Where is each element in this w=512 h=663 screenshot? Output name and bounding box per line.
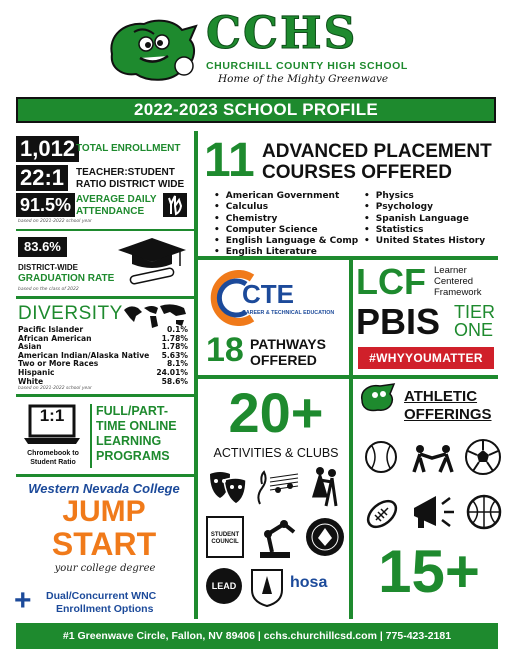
cte-label-1: PATHWAYS xyxy=(250,336,326,352)
cte-logo-sub: CAREER & TECHNICAL EDUCATION xyxy=(242,310,335,316)
hosa-badge: hosa xyxy=(290,574,328,591)
jump-start-start: START xyxy=(51,526,157,562)
hashtag-banner xyxy=(358,347,494,369)
column-divider-right xyxy=(349,260,353,619)
diversity-note: based on 2021-2022 school year xyxy=(18,386,92,391)
activities-count: 20+ xyxy=(228,381,324,444)
row-divider xyxy=(16,394,194,397)
enrollment-value: 1,012 xyxy=(16,136,79,162)
footer-bar xyxy=(16,623,498,649)
athletics-mascot-icon xyxy=(358,382,400,414)
tier-1: TIER xyxy=(454,302,496,322)
chromebook-label-2: Student Ratio xyxy=(30,459,76,466)
header xyxy=(0,0,512,92)
grad-label-1: DISTRICT-WIDE xyxy=(18,263,78,272)
ratio-value: 22:1 xyxy=(16,165,68,191)
chromebook-divider xyxy=(90,404,92,468)
diversity-table xyxy=(18,326,188,386)
attendance-note: based on 2021-2022 school year xyxy=(18,219,92,224)
ap-course: • Statistics xyxy=(364,225,485,236)
jump-start-tagline: your college degree xyxy=(54,563,156,574)
theater-masks-icon xyxy=(208,470,248,508)
ratio-label-1: TEACHER:STUDENT xyxy=(76,167,175,178)
wnc-title: Western Nevada College xyxy=(28,481,180,496)
football-icon xyxy=(364,496,400,532)
online-line-3: LEARNING xyxy=(96,434,162,448)
row-divider xyxy=(16,229,194,231)
pbis-acronym: PBIS xyxy=(356,301,441,342)
diversity-row: African American 1.78% xyxy=(18,333,188,343)
grad-value: 83.6% xyxy=(18,237,67,257)
row-divider xyxy=(16,474,194,477)
diversity-row: Two or More Races 8.1% xyxy=(18,359,188,369)
lcf-line-1: Learner xyxy=(434,265,467,276)
jump-start-jump: JUMP xyxy=(62,495,146,528)
ratio-label-2: RATIO DISTRICT WIDE xyxy=(76,179,185,190)
row-divider xyxy=(16,296,194,299)
lcf-acronym: LCF xyxy=(356,261,426,302)
grad-label-2: GRADUATION RATE xyxy=(18,273,115,284)
ap-course: • American Government xyxy=(214,191,358,202)
cte-logo xyxy=(206,270,342,326)
attendance-label-1: AVERAGE DAILY xyxy=(76,194,157,205)
attendance-value: 91.5% xyxy=(16,193,75,217)
lead-badge: LEAD xyxy=(206,568,242,604)
online-line-4: PROGRAMS xyxy=(96,449,170,463)
ap-title-1: ADVANCED PLACEMENT xyxy=(262,141,492,162)
wrestling-icon xyxy=(408,444,458,474)
baseball-icon xyxy=(364,440,398,474)
ap-course: • Computer Science xyxy=(214,225,358,236)
ap-course: • English Literature xyxy=(214,247,358,258)
plus-sign: + xyxy=(14,584,32,617)
dual-line-2: Enrollment Options xyxy=(56,603,154,615)
diversity-row: Pacific Islander 0.1% xyxy=(18,325,188,334)
enrollment-label: TOTAL ENROLLMENT xyxy=(76,143,181,154)
school-acronym: CCHS xyxy=(206,8,358,59)
cte-logo-text: CTE xyxy=(242,279,294,309)
dancers-icon xyxy=(306,466,346,510)
school-tagline: Home of the Mighty Greenwave xyxy=(218,73,389,85)
ap-count: 11 xyxy=(204,134,255,187)
grad-note: based on the class of 2022 xyxy=(18,287,79,292)
school-name: CHURCHILL COUNTY HIGH SCHOOL xyxy=(206,60,408,72)
music-notes-icon xyxy=(256,468,300,508)
online-line-1: FULL/PART- xyxy=(96,404,168,418)
chromebook-label-1: Chromebook to xyxy=(27,450,79,457)
ap-course: • Physics xyxy=(364,191,485,202)
lcf-line-2: Centered xyxy=(434,276,474,287)
title-bar xyxy=(16,97,496,123)
diversity-row: American Indian/Alaska Native 5.63% xyxy=(18,350,188,360)
diversity-title: DIVERSITY xyxy=(18,303,123,324)
activities-label: ACTIVITIES & CLUBS xyxy=(213,446,339,460)
navy-seal-icon xyxy=(304,516,346,558)
ap-list-right xyxy=(364,191,485,247)
ap-course: • English Language & Comp xyxy=(214,236,358,247)
dual-line-1: Dual/Concurrent WNC xyxy=(46,590,157,602)
athletics-title-2: OFFERINGS xyxy=(404,406,492,423)
athletics-title-1: ATHLETIC xyxy=(404,388,478,405)
ap-course: • Calculus xyxy=(214,202,358,213)
diversity-row: Hispanic 24.01% xyxy=(18,367,188,377)
ap-course: • Chemistry xyxy=(214,214,358,225)
robot-arm-icon xyxy=(252,514,300,560)
soccer-ball-icon xyxy=(464,438,502,476)
mascot-logo xyxy=(104,14,202,86)
chromebook-ratio: 1:1 xyxy=(39,406,65,425)
basketball-icon xyxy=(466,494,502,530)
ap-title-2: COURSES OFFERED xyxy=(262,162,453,183)
raised-hand-icon xyxy=(162,192,188,218)
ap-course: • United States History xyxy=(364,236,485,247)
ap-course: • Spanish Language xyxy=(364,214,485,225)
ap-list-left xyxy=(214,191,358,259)
row-divider xyxy=(198,375,498,379)
hashtag-text: #WHYYOUMATTER xyxy=(369,351,483,365)
graduation-cap-icon xyxy=(116,236,188,286)
student-council-badge: STUDENT COUNCIL xyxy=(206,516,244,558)
attendance-label-2: ATTENDANCE xyxy=(76,206,145,217)
lcf-line-3: Framework xyxy=(434,287,482,298)
ap-course: • Psychology xyxy=(364,202,485,213)
page-title: 2022-2023 SCHOOL PROFILE xyxy=(133,100,379,119)
online-line-2: TIME ONLINE xyxy=(96,419,177,433)
diversity-row: Asian 1.78% xyxy=(18,342,188,352)
diversity-row: White 58.6% xyxy=(18,376,188,386)
athletics-count: 15+ xyxy=(378,538,480,605)
cte-label-2: OFFERED xyxy=(250,352,317,368)
megaphone-icon xyxy=(410,492,456,532)
honor-society-icon xyxy=(248,566,286,608)
footer-contact: #1 Greenwave Circle, Fallon, NV 89406 | cchs.churchillcsd.com | 775-423-2181 xyxy=(62,630,452,642)
tier-2: ONE xyxy=(454,320,494,340)
cte-count: 18 xyxy=(206,331,244,369)
